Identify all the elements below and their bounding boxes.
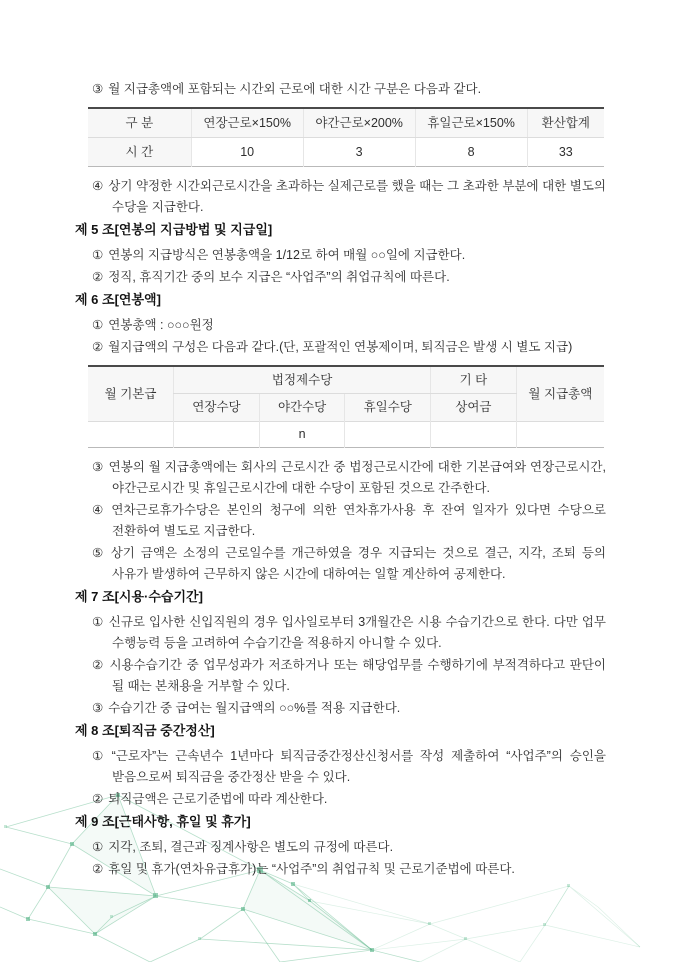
item-number: ② — [92, 270, 104, 284]
item-number: ② — [92, 792, 104, 806]
item-number: ② — [92, 658, 105, 672]
table-header-gubun: 구 분 — [88, 108, 191, 138]
item-number: ② — [92, 862, 104, 876]
item-number: ① — [92, 248, 104, 262]
row-header-hours: 시 간 — [88, 138, 191, 167]
item-number: ③ — [92, 82, 104, 96]
item-text: 시용수습기간 중 업무성과가 저조하거나 또는 해당업무를 수행하기에 부적격하다고 판단이 될 때는 본채용을 거부할 수 있다. — [109, 658, 606, 693]
item-text: 정직, 휴직기간 중의 보수 지급은 “사업주”의 취업규칙에 따른다. — [108, 270, 450, 284]
header-monthly-total: 월 지급총액 — [516, 366, 604, 422]
article-9-item-1 — [75, 837, 606, 858]
item-text: 연봉의 월 지급총액에는 회사의 근로시간 중 법정근로시간에 대한 기본급여와 연장근로시간, 야간근로시간 및 휴일근로시간에 대한 수당이 포함된 것으로 간주한다. — [108, 460, 606, 495]
item-text: 휴일 및 휴가(연차유급휴가)는 “사업주”의 취업규칙 및 근로기준법에 따른다. — [108, 862, 515, 876]
cell-night-allowance: n — [259, 422, 345, 448]
article-6-item-2 — [75, 337, 606, 358]
header-night-allowance: 야간수당 — [259, 394, 345, 422]
salary-data-row — [88, 422, 604, 448]
article-5 — [75, 219, 606, 288]
cell-holiday-allowance — [345, 422, 431, 448]
cell-base-pay — [88, 422, 174, 448]
article-6-item-5 — [75, 543, 606, 585]
article-7 — [75, 586, 606, 719]
header-etc: 기 타 — [431, 366, 517, 394]
article-6-item-4 — [75, 500, 606, 542]
article-9 — [75, 811, 606, 880]
article-9-item-2 — [75, 859, 606, 880]
item-number: ① — [92, 318, 104, 332]
item-text: 연차근로휴가수당은 본인의 청구에 의한 연차휴가사용 후 잔여 일자가 있다면 수당으로 전환하여 별도로 지급한다. — [111, 503, 606, 538]
cell-overtime-hours: 10 — [191, 138, 303, 167]
item-text: 연봉의 지급방식은 연봉총액을 1/12로 하여 매월 ○○일에 지급한다. — [108, 248, 466, 262]
article-6-item-3 — [75, 457, 606, 499]
item-number: ④ — [92, 179, 104, 193]
cell-overtime-allowance — [174, 422, 260, 448]
cell-total-hours: 33 — [527, 138, 604, 167]
item-text: “근로자”는 근속년수 1년마다 퇴직금중간정산신청서를 작성 제출하여 “사업주”의 승인을 받음으로써 퇴직금을 중간정산 받을 수 있다. — [111, 749, 606, 784]
article-8-item-2 — [75, 789, 606, 810]
cell-night-hours: 3 — [303, 138, 415, 167]
clause-item-3 — [75, 79, 606, 100]
item-number: ① — [92, 615, 104, 629]
item-text: 연봉총액 : ○○○원정 — [108, 318, 214, 332]
header-bonus: 상여금 — [431, 394, 517, 422]
item-text: 상기 약정한 시간외근로시간을 초과하는 실제근로를 했을 때는 그 초과한 부분에 대한 별도의 수당을 지급한다. — [108, 179, 606, 214]
article-5-item-1 — [75, 245, 606, 266]
item-text: 지각, 조퇴, 결근과 징계사항은 별도의 규정에 따른다. — [108, 840, 394, 854]
item-number: ① — [92, 749, 107, 763]
article-7-item-1 — [75, 612, 606, 654]
cell-holiday-hours: 8 — [415, 138, 527, 167]
article-5-title: 제 5 조[연봉의 지급방법 및 지급일] — [75, 222, 273, 237]
item-text: 월 지급총액에 포함되는 시간외 근로에 대한 시간 구분은 다음과 같다. — [108, 82, 482, 96]
item-text: 퇴직금액은 근로기준법에 따라 계산한다. — [108, 792, 328, 806]
item-number: ① — [92, 840, 104, 854]
item-number: ③ — [92, 460, 104, 474]
header-base-pay: 월 기본급 — [88, 366, 174, 422]
item-text: 상기 금액은 소정의 근로일수를 개근하였을 경우 지급되는 것으로 결근, 지각, 조퇴 등의 사유가 발생하여 근무하지 않은 시간에 대하여는 일할 계산하여 공제한다. — [110, 546, 606, 581]
item-number: ④ — [92, 503, 107, 517]
clause-item-4 — [75, 176, 606, 218]
header-statutory-allowances: 법정제수당 — [174, 366, 431, 394]
header-overtime-allowance: 연장수당 — [174, 394, 260, 422]
item-text: 신규로 입사한 신입직원의 경우 입사일로부터 3개월간은 시용 수습기간으로 한다. 다만 업무 수행능력 등을 고려하여 수습기간을 적용하지 아니할 수 있다. — [108, 615, 606, 650]
item-number: ③ — [92, 701, 104, 715]
document-content — [75, 78, 606, 881]
article-7-item-2 — [75, 655, 606, 697]
table-header-total: 환산합계 — [527, 108, 604, 138]
item-number: ② — [92, 340, 104, 354]
item-text: 수습기간 중 급여는 월지급액의 ○○%를 적용 지급한다. — [108, 701, 401, 715]
article-7-item-3 — [75, 698, 606, 719]
article-9-title: 제 9 조[근태사항, 휴일 및 휴가] — [75, 814, 251, 829]
item-number: ⑤ — [92, 546, 106, 560]
article-8-item-1 — [75, 746, 606, 788]
header-holiday-allowance: 휴일수당 — [345, 394, 431, 422]
item-text: 월지급액의 구성은 다음과 같다.(단, 포괄적인 연봉제이며, 퇴직금은 발생 시 별도 지급) — [108, 340, 573, 354]
article-8 — [75, 720, 606, 810]
table-header-holiday: 휴일근로×150% — [415, 108, 527, 138]
article-6-title: 제 6 조[연봉액] — [75, 292, 161, 307]
article-5-item-2 — [75, 267, 606, 288]
cell-bonus — [431, 422, 517, 448]
article-6 — [75, 289, 606, 585]
article-8-title: 제 8 조[퇴직금 중간정산] — [75, 723, 215, 738]
article-7-title: 제 7 조[시용·수습기간] — [75, 589, 203, 604]
table-header-overtime: 연장근로×150% — [191, 108, 303, 138]
table-row — [88, 138, 604, 167]
monthly-salary-table — [88, 365, 604, 448]
article-6-item-1 — [75, 315, 606, 336]
cell-monthly-total — [516, 422, 604, 448]
table-header-night: 야간근로×200% — [303, 108, 415, 138]
overtime-hours-table — [88, 107, 604, 167]
